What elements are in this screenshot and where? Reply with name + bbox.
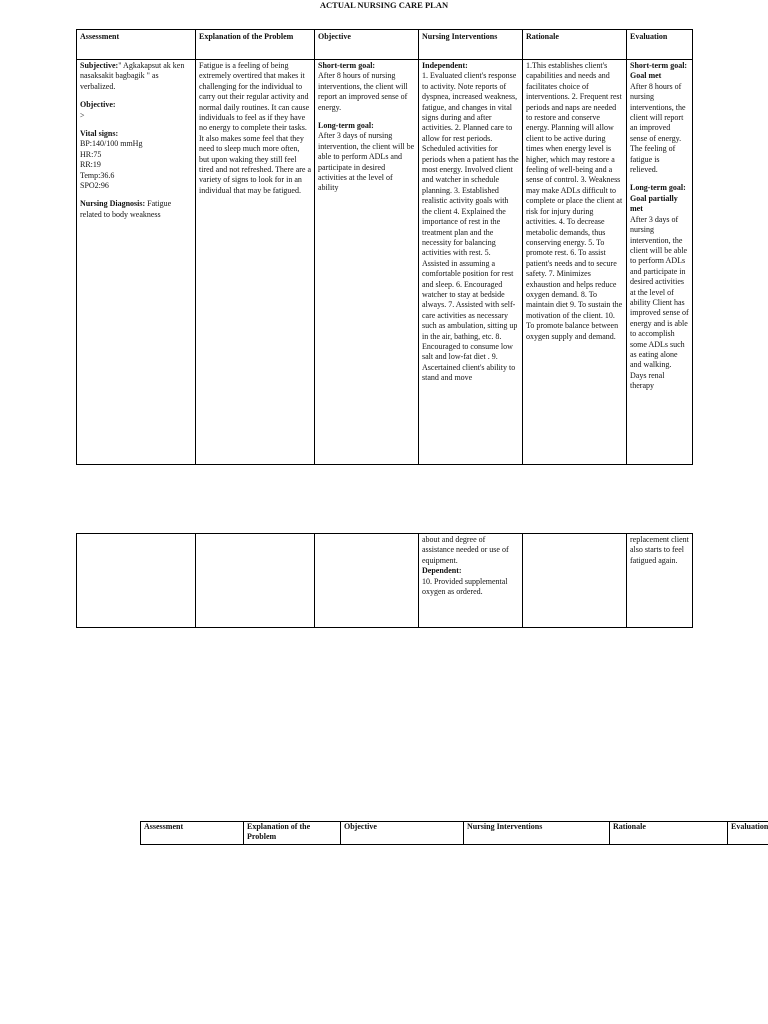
header-evaluation: Evaluation <box>728 822 768 845</box>
objective-cell-empty <box>315 534 419 628</box>
long-term-goal-label: Long-term goal: <box>318 121 374 131</box>
evaluation-cell <box>627 60 693 465</box>
evaluation-cell-continued <box>627 534 693 628</box>
header-interventions: Nursing Interventions <box>464 822 610 845</box>
dependent-text: 10. Provided supplemental oxygen as ordered. <box>422 576 508 597</box>
objective-label: Objective: <box>80 100 116 110</box>
vital-spo2: SPO2:96 <box>80 181 109 191</box>
assessment-cell <box>77 60 196 465</box>
vital-rr: RR:19 <box>80 160 101 170</box>
short-term-goal-text: After 8 hours of nursing interventions, the client will report an improved sense of energy. <box>318 71 408 112</box>
eval-long-result: Goal partially met <box>630 193 678 214</box>
explanation-cell <box>196 60 315 465</box>
eval-short-label: Short-term goal: <box>630 61 688 70</box>
assessment-cell-empty <box>77 534 196 628</box>
table-header-row <box>77 30 693 60</box>
objective-cell <box>315 60 419 465</box>
eval-short-text: After 8 hours of nursing interventions, the client will report an improved sense of energy. The feeling of fatigue is relieved. <box>630 81 686 175</box>
header-objective: Objective <box>341 822 464 845</box>
table-row <box>77 60 693 465</box>
eval-long-label: Long-term goal: <box>630 183 686 193</box>
care-plan-table-page1 <box>76 29 693 465</box>
header-explanation-line2: Problem <box>247 832 277 842</box>
header-explanation-line1: Explanation of the <box>247 822 311 831</box>
header-explanation <box>244 822 341 845</box>
subjective-label: Subjective: <box>80 61 119 70</box>
eval-short-result: Goal met <box>630 71 662 81</box>
header-rationale: Rationale <box>523 30 627 60</box>
header-assessment: Assessment <box>77 30 196 60</box>
diagnosis-label: Nursing Diagnosis: <box>80 199 146 209</box>
header-explanation: Explanation of the Problem <box>196 30 315 60</box>
independent-label: Independent: <box>422 61 468 70</box>
vital-temp: Temp:36.6 <box>80 170 115 180</box>
vitals-label: Vital signs: <box>80 129 119 139</box>
interventions-continued-text: about and degree of assistance needed or use of equipment. <box>422 535 509 565</box>
evaluation-continued-text: replacement client also starts to feel fatigued again. <box>630 535 689 565</box>
interventions-cell <box>419 60 523 465</box>
explanation-text: Fatigue is a feeling of being extremely overtired that makes it challenging for the individual to carry out their regular activity and normal daily routines. It can cause individuals to feel as if they have no energy to complete their tasks. It also makes some feel that they need to sleep much more often, but upon waking they still feel tired and not refreshed. There are a variety of signs to look for in an individual that may be fatigued. <box>199 61 312 195</box>
vital-bp: BP:140/100 mmHg <box>80 139 143 149</box>
vital-hr: HR:75 <box>80 149 102 159</box>
table-header-row <box>141 822 768 845</box>
header-objective: Objective <box>315 30 419 60</box>
interventions-text: 1. Evaluated client's response to activity. Note reports of dyspnea, increased weakness, fatigue, and changes in vital signs during and after activities. 2. Planned care to allow for rest periods. Scheduled activities for periods when a patient has the most energy. Involved client and watcher in schedule planning. 3. Established realistic activity goals with the client 4. Explained the importance of rest in the treatment plan and the necessity for balancing activities with rest. 5. Assisted in assuming a comfortable position for rest and sleep. 6. Encouraged watcher to stay at bedside always. 7. Assisted with self-care activities as necessary such as ambulation, sitting up in the air, bathing, etc. 8. Encouraged to consume low salt and low-fat diet . 9. Ascertained client's ability to stand and move <box>422 71 519 383</box>
header-evaluation: Evaluation <box>627 30 693 60</box>
header-rationale: Rationale <box>610 822 728 845</box>
subjective-text: " Agkakapsut ak ken nasaksakit bagbagik " as verbalized. <box>80 61 185 91</box>
table-row <box>77 534 693 628</box>
explanation-cell-empty <box>196 534 315 628</box>
long-term-goal-text: After 3 days of nursing intervention, the client will be able to perform ADLs and participate in desired activities at the level of ability <box>318 131 415 193</box>
rationale-cell-empty <box>523 534 627 628</box>
interventions-cell-continued <box>419 534 523 628</box>
diagnosis-text: Fatigue related to body weakness <box>80 199 172 219</box>
short-term-goal-label: Short-term goal: <box>318 61 376 70</box>
header-assessment: Assessment <box>141 822 244 845</box>
eval-long-text: After 3 days of nursing intervention, the client will be able to perform ADLs and participate in desired activities at the level of ability Client has improved sense of energy and is able to accomplish some ADLs such as eating alone and walking. Days renal therapy <box>630 214 689 391</box>
rationale-cell <box>523 60 627 465</box>
objective-text: > <box>80 110 85 120</box>
care-plan-table-page2 <box>76 533 693 628</box>
rationale-text: 1.This establishes client's capabilities and needs and facilitates choice of interventions. 2. Frequent rest periods and naps are needed to restore and conserve energy. Planning will allow client to be active during times when energy level is higher, which may restore a feeling of well-being and a sense of control. 3. Weakness may make ADLs difficult to complete or place the client at risk for injury during activities. 4. To decrease metabolic demands, thus conserving energy. 5. To promote rest. 6. To assist patient's needs and to secure safety. 7. Minimizes exhaustion and helps reduce oxygen demand. 8. To maintain diet 9. To sustain the motivation of the client. 10. To promote balance between oxygen supply and demand. <box>526 61 623 341</box>
document-title: ACTUAL NURSING CARE PLAN <box>319 0 449 10</box>
dependent-label: Dependent: <box>422 566 462 576</box>
care-plan-table-page3 <box>140 821 768 845</box>
header-interventions: Nursing Interventions <box>419 30 523 60</box>
